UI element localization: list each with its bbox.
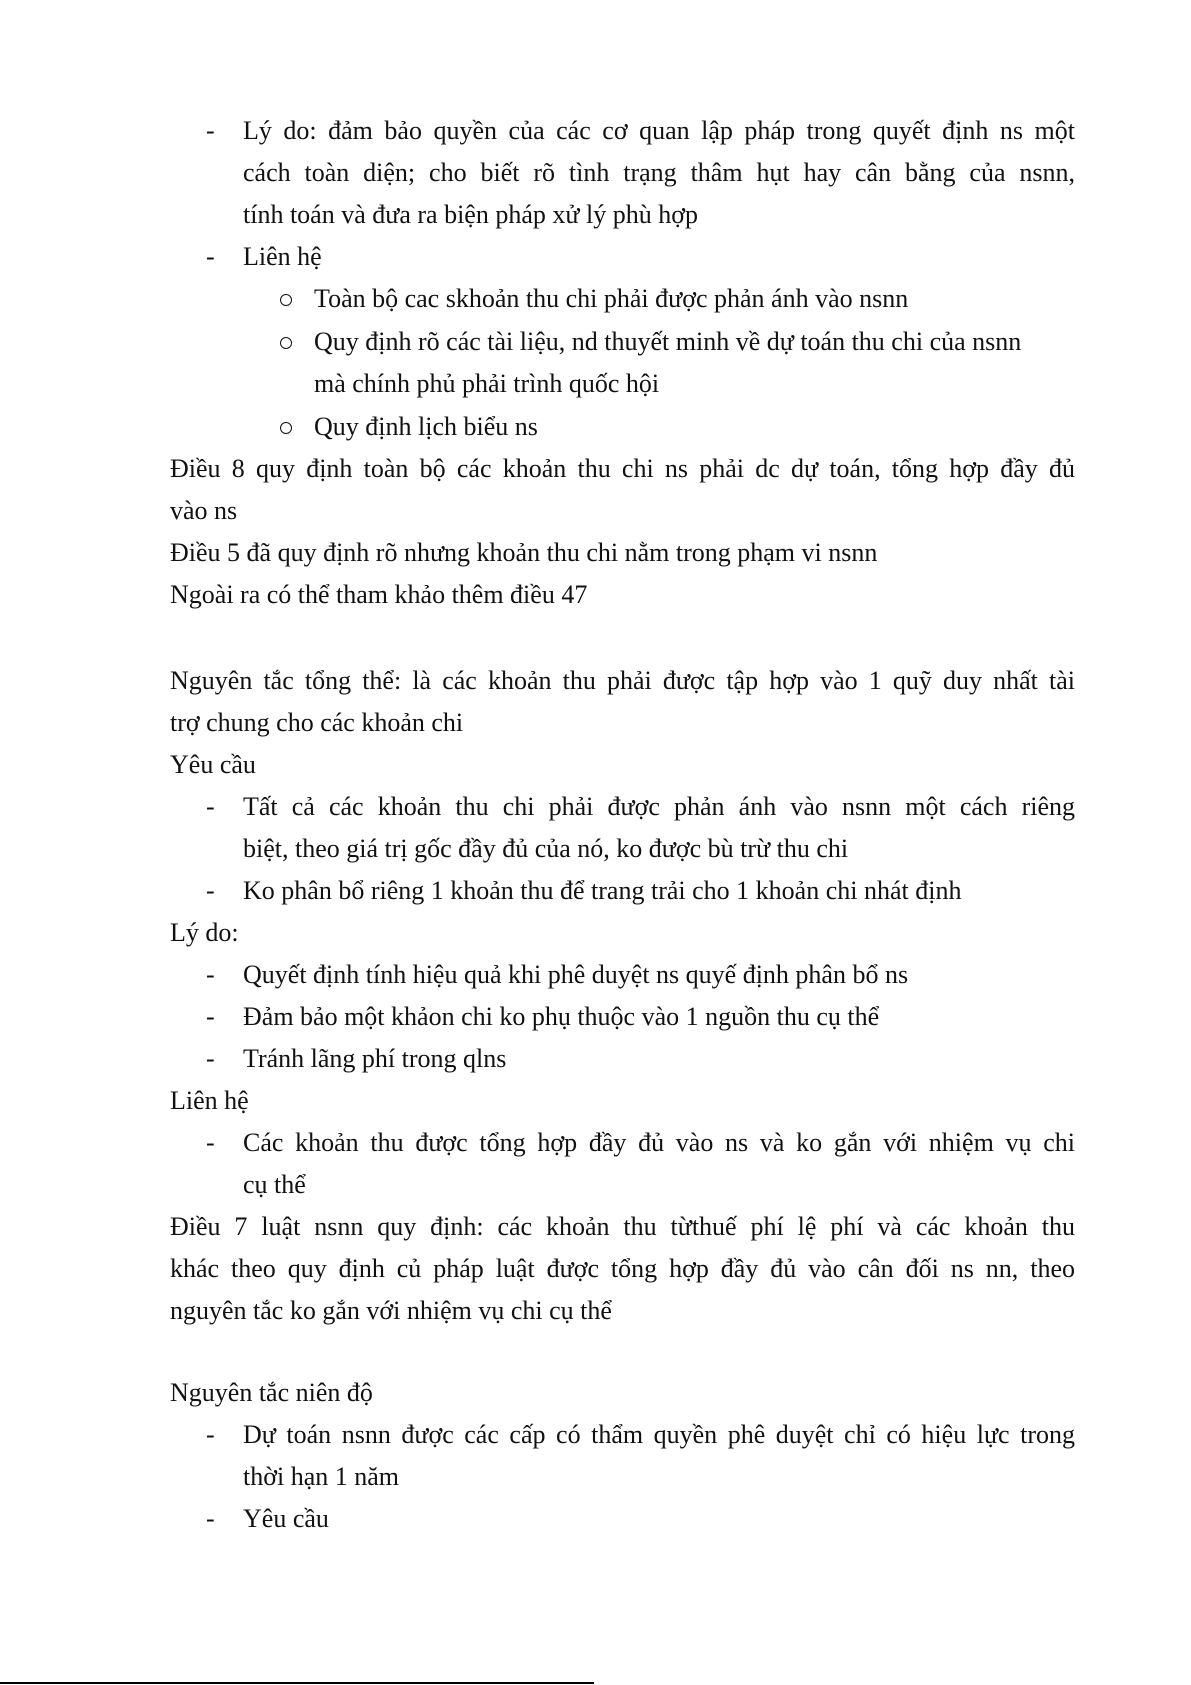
tong-the-line-2: trợ chung cho các khoản chi <box>170 708 464 737</box>
dieu-8-line-1: Điều 8 quy định toàn bộ các khoản thu chi ns phải dc dự toán, tổng hợp đầy đủ <box>170 454 1075 483</box>
lien-he-sub-3: Quy định lịch biểu ns <box>314 412 538 441</box>
dieu-8-line-2: vào ns <box>170 496 238 525</box>
nien-do-item-2: Yêu cầu <box>243 1504 329 1533</box>
lien-he-heading: Liên hệ <box>170 1086 249 1115</box>
dash-bullet: - <box>206 960 215 989</box>
ly-do-line-2: cách toàn diện; cho biết rõ tình trạng thâm hụt hay cân bằng của nsnn, <box>243 158 1075 187</box>
dash-bullet: - <box>206 1002 215 1031</box>
dash-bullet: - <box>206 1420 215 1449</box>
nien-do-item-1-line-2: thời hạn 1 năm <box>243 1462 399 1491</box>
dash-bullet: - <box>206 1128 215 1157</box>
nien-do-item-1-line-1: Dự toán nsnn được các cấp có thẩm quyền phê duyệt chỉ có hiệu lực trong <box>243 1420 1075 1449</box>
yeu-cau-1-line-1: Tất cả các khoản thu chi phải được phản ánh vào nsnn một cách riêng <box>243 792 1075 821</box>
circle-bullet-icon <box>280 422 292 434</box>
lien-he-sub-2-line-2: mà chính phủ phải trình quốc hội <box>314 369 660 398</box>
ly-do-item-3: Tránh lãng phí trong qlns <box>243 1044 507 1073</box>
tong-the-line-1: Nguyên tắc tổng thể: là các khoản thu phải được tập hợp vào 1 quỹ duy nhất tài <box>170 666 1075 695</box>
lien-he-label: Liên hệ <box>243 242 322 271</box>
lien-he-item-1-line-2: cụ thể <box>243 1170 306 1199</box>
yeu-cau-1-line-2: biệt, theo giá trị gốc đầy đủ của nó, ko được bù trừ thu chi <box>243 834 849 863</box>
dash-bullet: - <box>206 1044 215 1073</box>
dash-bullet: - <box>206 792 215 821</box>
dieu-7-line-1: Điều 7 luật nsnn quy định: các khoản thu từthuế phí lệ phí và các khoản thu <box>170 1212 1075 1241</box>
circle-bullet-icon <box>280 294 292 306</box>
dash-bullet: - <box>206 116 215 145</box>
ly-do-item-2: Đảm bảo một khảon chi ko phụ thuộc vào 1 nguồn thu cụ thể <box>243 1002 880 1031</box>
dieu-5-line: Điều 5 đã quy định rõ nhưng khoản thu chi nằm trong phạm vi nsnn <box>170 538 878 567</box>
ly-do-heading: Lý do: <box>170 918 239 947</box>
lien-he-item-1-line-1: Các khoản thu được tổng hợp đầy đủ vào ns và ko gắn với nhiệm vụ chi <box>243 1128 1075 1157</box>
yeu-cau-2: Ko phân bổ riêng 1 khoản thu để trang trải cho 1 khoản chi nhát định <box>243 876 962 905</box>
yeu-cau-heading: Yêu cầu <box>170 750 256 779</box>
dash-bullet: - <box>206 242 215 271</box>
dash-bullet: - <box>206 876 215 905</box>
dieu-7-line-3: nguyên tắc ko gắn với nhiệm vụ chi cụ thể <box>170 1296 612 1325</box>
ngoai-ra-line: Ngoài ra có thể tham khảo thêm điều 47 <box>170 580 588 609</box>
ly-do-line-3: tính toán và đưa ra biện pháp xử lý phù hợp <box>243 200 698 229</box>
ly-do-item-1: Quyết định tính hiệu quả khi phê duyệt ns quyế định phân bổ ns <box>243 960 909 989</box>
circle-bullet-icon <box>280 337 292 349</box>
footnote-separator <box>0 1682 594 1684</box>
dieu-7-line-2: khác theo quy định củ pháp luật được tổng hợp đầy đủ vào cân đối ns nn, theo <box>170 1254 1075 1283</box>
nien-do-heading: Nguyên tắc niên độ <box>170 1378 373 1407</box>
lien-he-sub-1: Toàn bộ cac skhoản thu chi phải được phản ánh vào nsnn <box>314 284 909 313</box>
lien-he-sub-2-line-1: Quy định rõ các tài liệu, nd thuyết minh về dự toán thu chi của nsnn <box>314 327 1022 356</box>
dash-bullet: - <box>206 1504 215 1533</box>
ly-do-line-1: Lý do: đảm bảo quyền của các cơ quan lập pháp trong quyết định ns một <box>243 116 1075 145</box>
